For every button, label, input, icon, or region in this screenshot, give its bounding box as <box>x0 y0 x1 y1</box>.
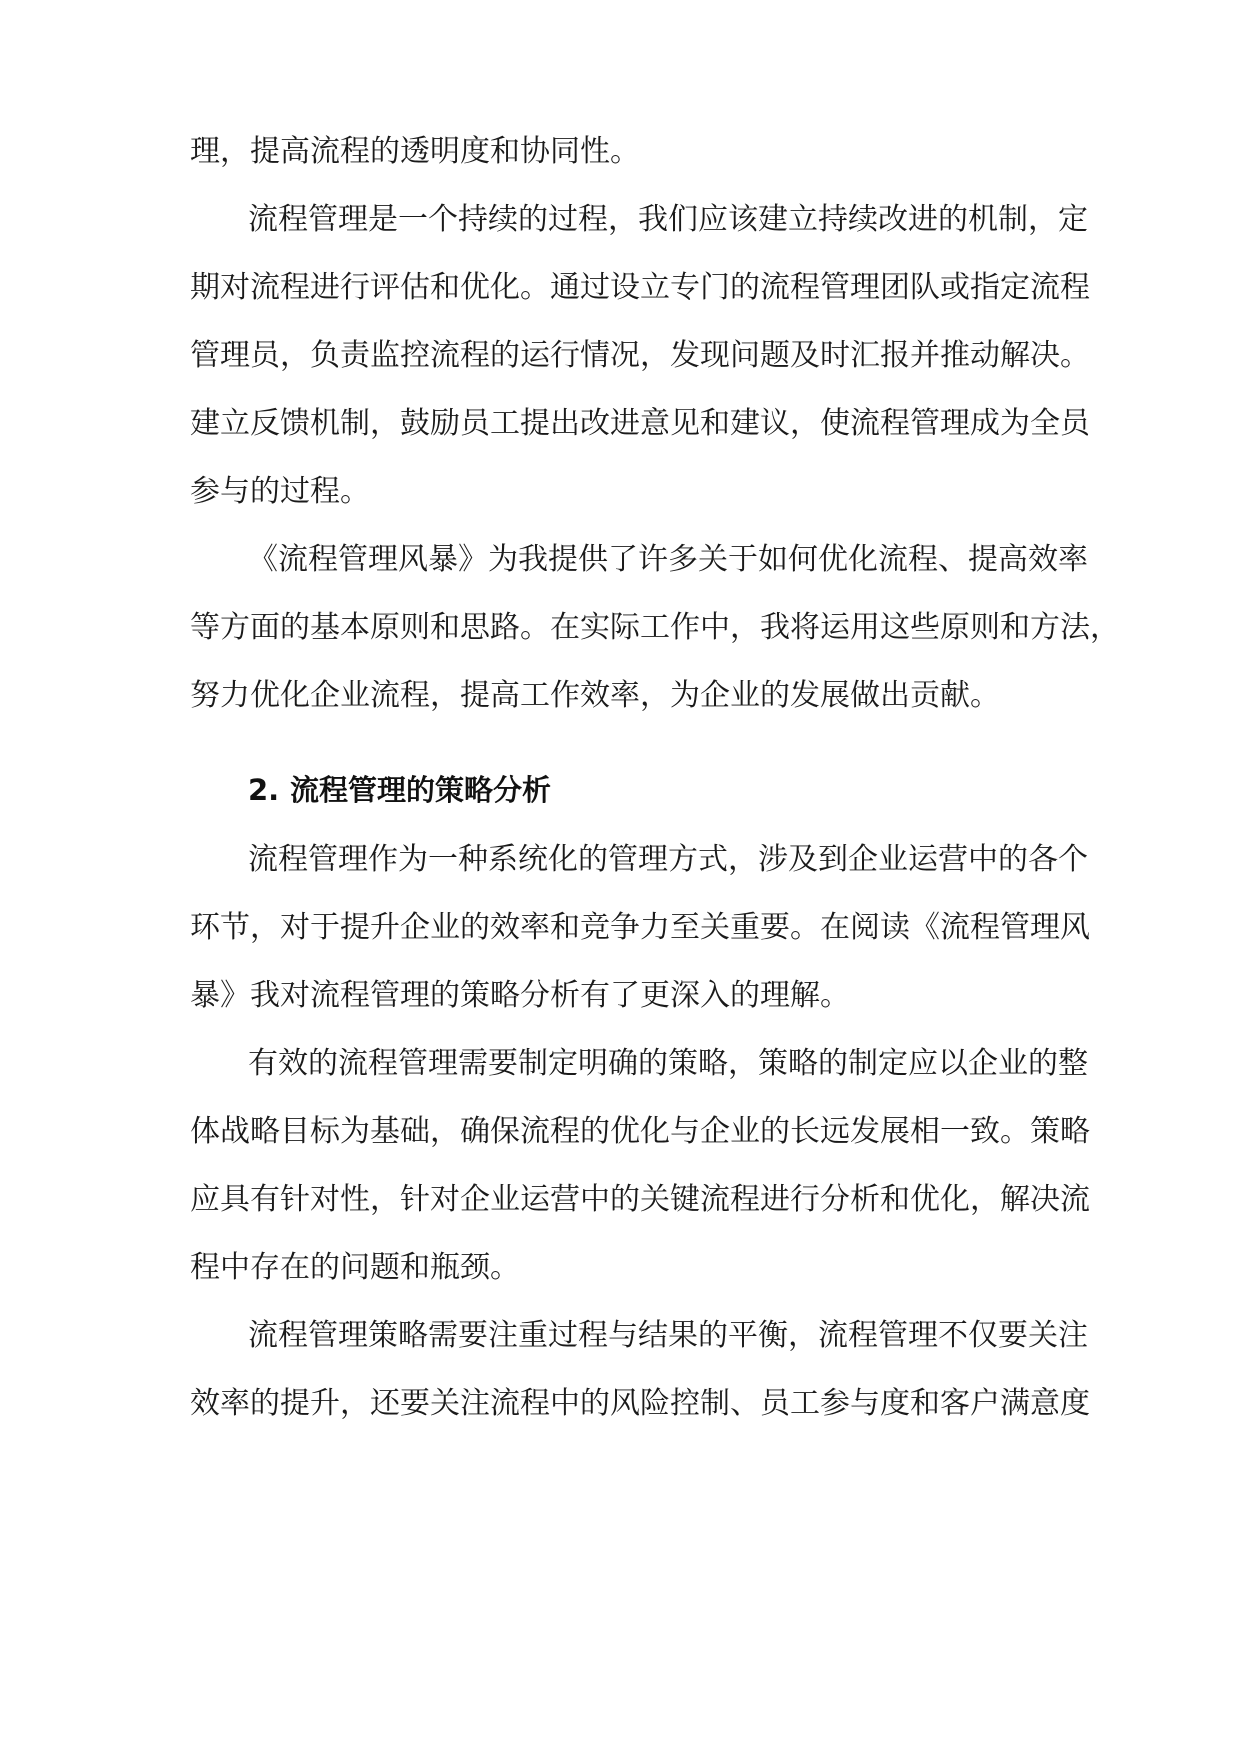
paragraph-line: 流程管理是一个持续的过程，我们应该建立持续改进的机制，定 <box>248 202 1088 237</box>
paragraph-line: 《流程管理风暴》为我提供了许多关于如何优化流程、提高效率 <box>248 542 1088 577</box>
section-title: 流程管理的策略分析 <box>290 773 552 807</box>
paragraph-line: 努力优化企业流程，提高工作效率，为企业的发展做出贡献。 <box>190 678 1000 713</box>
paragraph-line: 应具有针对性，针对企业运营中的关键流程进行分析和优化，解决流 <box>190 1182 1090 1217</box>
paragraph-line: 期对流程进行评估和优化。通过设立专门的流程管理团队或指定流程 <box>190 270 1090 305</box>
paragraph-line: 暴》我对流程管理的策略分析有了更深入的理解。 <box>190 978 850 1013</box>
paragraph-line: 流程管理作为一种系统化的管理方式，涉及到企业运营中的各个 <box>248 842 1088 877</box>
paragraph-line: 管理员，负责监控流程的运行情况，发现问题及时汇报并推动解决。 <box>190 338 1090 373</box>
paragraph-line: 等方面的基本原则和思路。在实际工作中，我将运用这些原则和方法， <box>190 610 1120 645</box>
section-number: 2. <box>248 773 280 807</box>
section-heading <box>248 766 551 814</box>
paragraph-line: 建立反馈机制，鼓励员工提出改进意见和建议，使流程管理成为全员 <box>190 406 1090 441</box>
paragraph-line: 体战略目标为基础，确保流程的优化与企业的长远发展相一致。策略 <box>190 1114 1090 1149</box>
paragraph-line: 有效的流程管理需要制定明确的策略，策略的制定应以企业的整 <box>248 1046 1088 1081</box>
paragraph-line: 效率的提升，还要关注流程中的风险控制、员工参与度和客户满意度 <box>190 1386 1090 1421</box>
paragraph-line: 程中存在的问题和瓶颈。 <box>190 1250 520 1285</box>
paragraph-line: 环节，对于提升企业的效率和竞争力至关重要。在阅读《流程管理风 <box>190 910 1090 945</box>
paragraph-line: 流程管理策略需要注重过程与结果的平衡，流程管理不仅要关注 <box>248 1318 1088 1353</box>
paragraph-line: 参与的过程。 <box>190 474 370 509</box>
paragraph-line: 理，提高流程的透明度和协同性。 <box>190 134 640 169</box>
